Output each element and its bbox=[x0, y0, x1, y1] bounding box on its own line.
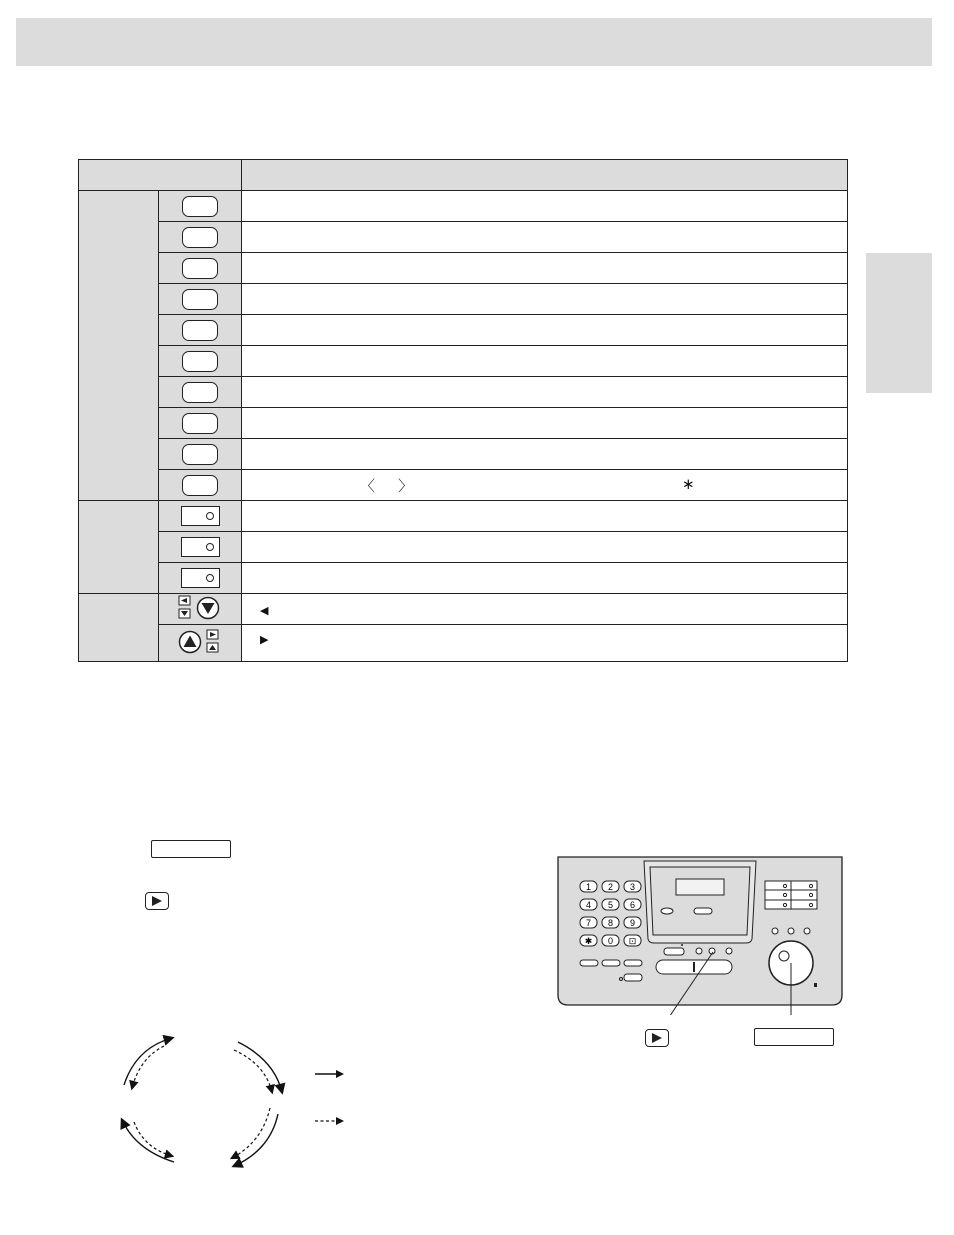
cycle-arrow-solid bbox=[122, 1120, 174, 1162]
function-description bbox=[242, 191, 848, 222]
keypad-key-label: 0 bbox=[607, 936, 614, 946]
oval-key-icon bbox=[182, 227, 218, 248]
function-description bbox=[242, 377, 848, 408]
table-row bbox=[79, 222, 848, 253]
cycle-arrow-solid bbox=[124, 1038, 172, 1085]
keypad-key-label: 1 bbox=[585, 882, 592, 892]
keypad-key-label: 3 bbox=[629, 882, 636, 892]
function-description bbox=[242, 439, 848, 470]
oval-key-icon bbox=[182, 382, 218, 403]
function-description bbox=[242, 253, 848, 284]
table-header-row bbox=[79, 160, 848, 191]
solid-arrow-legend bbox=[314, 1068, 346, 1080]
oval-key-icon bbox=[182, 413, 218, 434]
keypad-key-label: 8 bbox=[607, 918, 614, 928]
oval-key-icon bbox=[182, 444, 218, 465]
table-row bbox=[79, 346, 848, 377]
table-row bbox=[79, 377, 848, 408]
keypad-key-label: 2 bbox=[607, 882, 614, 892]
left-angle-glyph: 〈 bbox=[360, 478, 376, 495]
function-description bbox=[242, 532, 848, 563]
cycle-arrow-dashed bbox=[232, 1108, 270, 1158]
cycle-arrow-dashed bbox=[234, 1050, 272, 1092]
group-label bbox=[79, 594, 159, 662]
group-label bbox=[79, 191, 159, 501]
cycle-arrow-solid bbox=[238, 1042, 282, 1092]
oval-key-icon bbox=[182, 258, 218, 279]
keypad-key-label: ✱ bbox=[584, 936, 593, 946]
oval-key-icon bbox=[182, 196, 218, 217]
oval-key-icon bbox=[182, 289, 218, 310]
rect-key-icon bbox=[181, 537, 220, 557]
key-name-box bbox=[754, 1028, 834, 1046]
function-description bbox=[242, 470, 848, 501]
key-function-table bbox=[78, 159, 848, 662]
table-row bbox=[79, 501, 848, 532]
keypad-key-label: 6 bbox=[629, 900, 636, 910]
section-side-tab bbox=[866, 253, 932, 393]
cycle-arrow-solid bbox=[234, 1114, 278, 1166]
asterisk-glyph: ∗ bbox=[682, 476, 695, 493]
right-triangle-marker: ▶ bbox=[260, 634, 269, 646]
table-row bbox=[79, 439, 848, 470]
dashed-arrow-legend bbox=[314, 1115, 346, 1127]
table-row bbox=[79, 594, 848, 625]
right-angle-glyph: 〉 bbox=[398, 478, 414, 495]
function-description bbox=[242, 315, 848, 346]
table-row bbox=[79, 625, 848, 662]
function-description bbox=[242, 594, 848, 625]
table-row bbox=[79, 563, 848, 594]
cycle-arrow-dashed bbox=[132, 1046, 164, 1088]
fax-machine-panel-illustration bbox=[556, 855, 846, 1015]
rect-key-icon bbox=[181, 568, 220, 588]
table-row bbox=[79, 408, 848, 439]
table-row bbox=[79, 284, 848, 315]
table-row bbox=[79, 253, 848, 284]
page-header-bar bbox=[16, 18, 932, 66]
table-row bbox=[79, 532, 848, 563]
column-header-keys bbox=[79, 160, 242, 191]
cycle-diagram bbox=[110, 1030, 310, 1180]
function-description bbox=[242, 563, 848, 594]
function-description bbox=[242, 346, 848, 377]
function-description bbox=[242, 408, 848, 439]
keypad-key-label: ⊡ bbox=[628, 936, 637, 946]
play-key-icon bbox=[645, 1029, 669, 1047]
table-row bbox=[79, 470, 848, 501]
left-triangle-marker: ◀ bbox=[260, 604, 269, 617]
oval-key-icon bbox=[182, 320, 218, 341]
table-row bbox=[79, 191, 848, 222]
function-description bbox=[242, 501, 848, 532]
function-description bbox=[242, 625, 848, 662]
left-down-keys-icon bbox=[177, 595, 223, 621]
up-right-keys-icon bbox=[177, 629, 223, 655]
keypad-key-label: 7 bbox=[585, 918, 592, 928]
play-key-icon bbox=[145, 892, 169, 910]
keypad-key-label: 4 bbox=[585, 900, 592, 910]
oval-key-icon bbox=[182, 351, 218, 372]
column-header-function bbox=[242, 160, 848, 191]
cycle-arrow-dashed bbox=[134, 1122, 172, 1156]
group-label bbox=[79, 501, 159, 594]
keypad-key-label: 5 bbox=[607, 900, 614, 910]
table-row bbox=[79, 315, 848, 346]
function-description bbox=[242, 284, 848, 315]
key-name-box bbox=[151, 840, 231, 858]
oval-key-icon bbox=[182, 475, 218, 496]
keypad-key-label: 9 bbox=[629, 918, 636, 928]
rect-key-icon bbox=[181, 506, 220, 526]
function-description bbox=[242, 222, 848, 253]
